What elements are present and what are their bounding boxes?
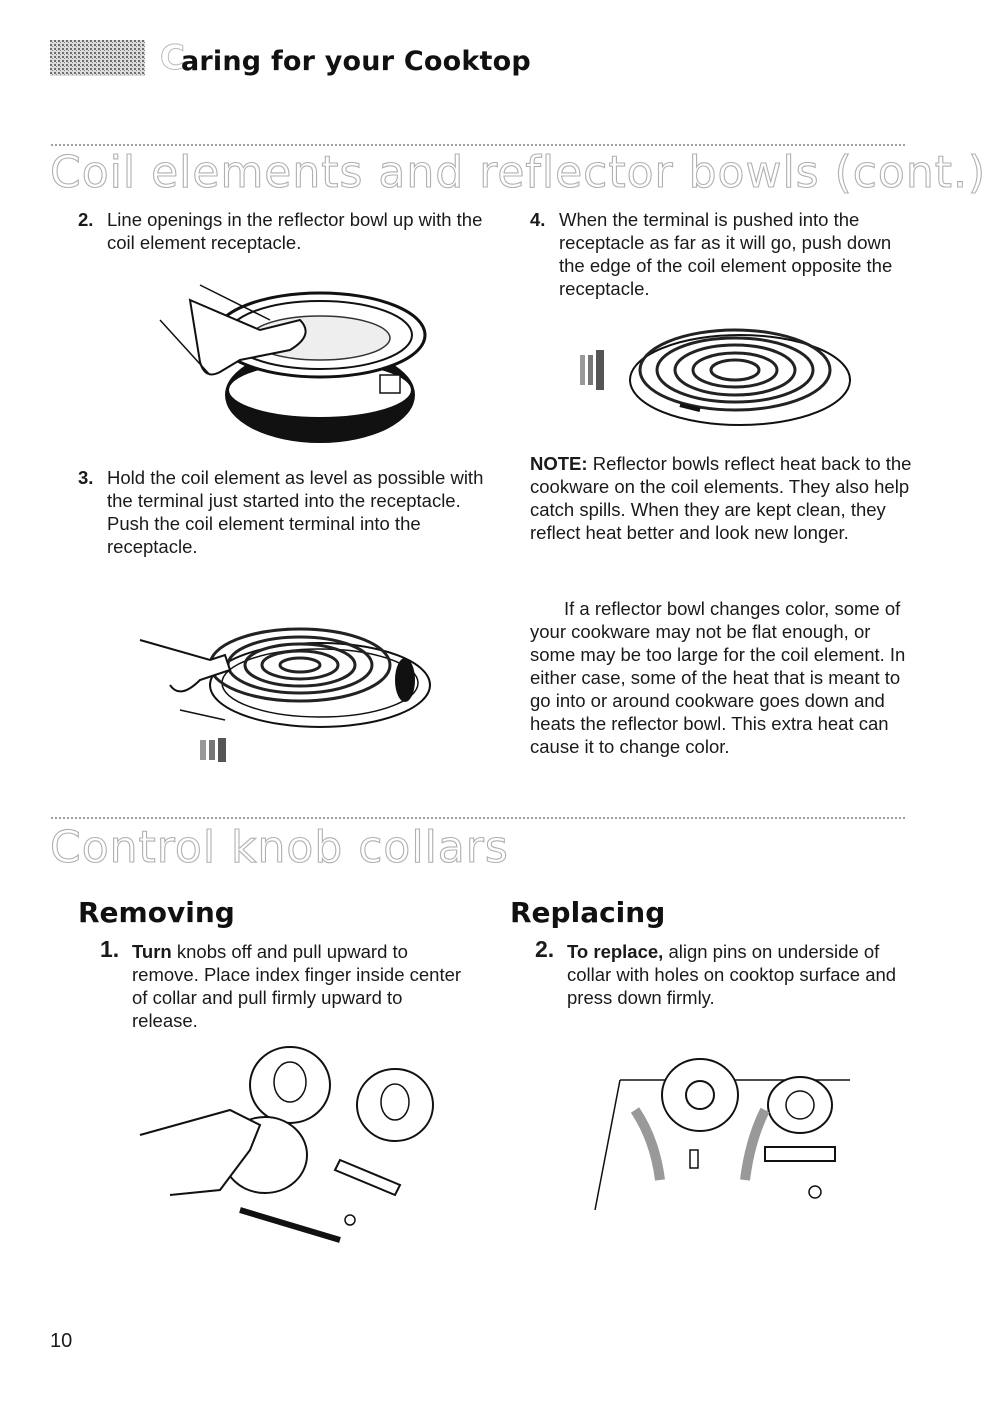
section-divider bbox=[50, 816, 905, 820]
step-bold-text: Turn bbox=[132, 941, 172, 962]
coil-seated-illustration bbox=[570, 310, 860, 440]
step-4 bbox=[530, 208, 930, 303]
step-number: 2. bbox=[535, 936, 555, 962]
replacing-step-2 bbox=[535, 936, 925, 1020]
page-number: 10 bbox=[50, 1330, 73, 1352]
step-text: Line openings in the reflector bowl up with the coil element receptacle. bbox=[107, 209, 483, 253]
note-text: Reflector bowls reflect heat back to the cookware on the coil elements. They also help catch spills. When they are kept clean, they reflect heat better and look new longer. bbox=[530, 453, 912, 543]
step-number: 4. bbox=[530, 209, 546, 230]
step-text: knobs off and pull upward to remove. Place index finger inside center of collar and pull firmly upward to release. bbox=[132, 941, 462, 1031]
section-title-coil-elements: Coil elements and reflector bowls (cont.) bbox=[50, 147, 987, 198]
step-text: align pins on underside of collar with holes on cooktop surface and press down firmly. bbox=[567, 941, 897, 1008]
reflector-bowl-illustration bbox=[150, 280, 430, 450]
header-title-initial: C bbox=[160, 38, 185, 78]
step-number: 2. bbox=[78, 209, 94, 230]
page-header-title: aring for your Cooktop bbox=[181, 46, 531, 77]
removing-heading: Removing bbox=[78, 896, 235, 929]
step-number: 1. bbox=[100, 936, 120, 962]
note-paragraph bbox=[530, 452, 920, 544]
section-title-control-knob-collars: Control knob collars bbox=[50, 822, 509, 873]
step-text: When the terminal is pushed into the receptacle as far as it will go, push down the edge of the coil element opposite the receptacle. bbox=[559, 209, 893, 299]
step-2 bbox=[78, 208, 488, 258]
step-text: Hold the coil element as level as possible with the terminal just started into the receptacle. Push the coil element terminal into the receptacle. bbox=[107, 467, 484, 557]
step-3 bbox=[78, 466, 498, 566]
step-number: 3. bbox=[78, 467, 94, 488]
header-pattern-icon bbox=[50, 40, 145, 76]
note-label: NOTE: bbox=[530, 453, 588, 474]
note-paragraph-2: If a reflector bowl changes color, some of your cookware may not be flat enough, or some may be too large for the coil element. In either case, some of the heat that is meant to go into or around cookware goes down and heats the reflector bowl. This extra heat can cause it to change color. bbox=[530, 598, 906, 757]
coil-element-illustration bbox=[140, 590, 440, 770]
replacing-heading: Replacing bbox=[510, 896, 666, 929]
removing-collar-illustration bbox=[140, 1040, 450, 1250]
removing-step-1 bbox=[100, 936, 462, 1040]
step-bold-text: To replace, bbox=[567, 941, 664, 962]
replacing-collar-illustration bbox=[590, 1050, 860, 1220]
